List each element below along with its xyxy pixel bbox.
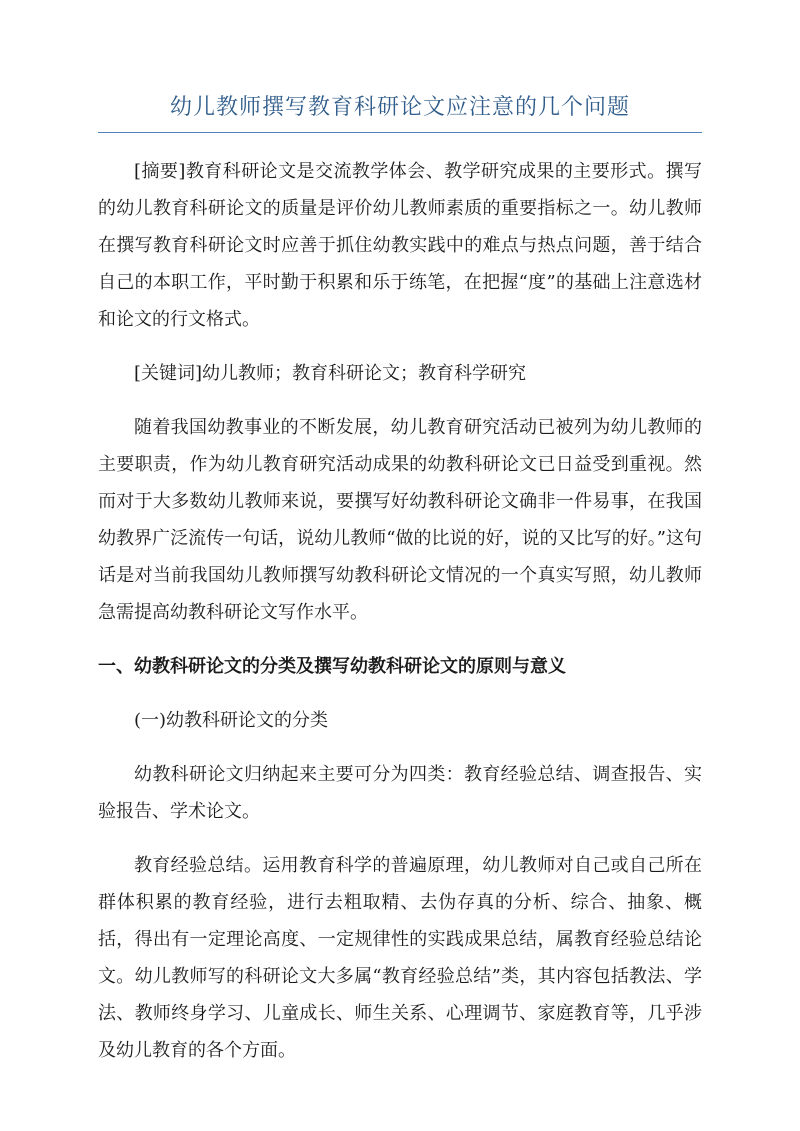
abstract-paragraph: [摘要]教育科研论文是交流教学体会、教学研究成果的主要形式。撰写的幼儿教育科研论文的质量是评价幼儿教师素质的重要指标之一。幼儿教师在撰写教育科研论文时应善于抓住幼教实践中的难点与热点问题，善于结合自己的本职工作，平时勤于积累和乐于练笔，在把握“度”的基础上注意选材和论文的行文格式。 <box>98 161 702 330</box>
document-title: 幼儿教师撰写教育科研论文应注意的几个问题 <box>169 95 630 120</box>
section-heading: 一、幼教科研论文的分类及撰写幼教科研论文的原则与意义 <box>98 656 566 677</box>
keywords-paragraph: [关键词]幼儿教师；教育科研论文；教育科学研究 <box>134 363 527 384</box>
categories-paragraph: 幼教科研论文归纳起来主要可分为四类：教育经验总结、调查报告、实验报告、学术论文。 <box>98 764 702 822</box>
subsection-heading: (一)幼教科研论文的分类 <box>134 710 329 731</box>
intro-paragraph: 随着我国幼教事业的不断发展，幼儿教育研究活动已被列为幼儿教师的主要职责，作为幼儿教育研究活动成果的幼教科研论文已日益受到重视。然而对于大多数幼儿教师来说，要撰写好幼教科研论文确非一件易事，在我国幼教界广泛流传一句话，说幼儿教师“做的比说的好，说的又比写的好。”这句话是对当前我国幼儿教师撰写幼教科研论文情况的一个真实写照，幼儿教师急需提高幼教科研论文写作水平。 <box>98 417 702 623</box>
experience-paragraph: 教育经验总结。运用教育科学的普遍原理，幼儿教师对自己或自己所在群体积累的教育经验，进行去粗取精、去伪存真的分析、综合、抽象、概括，得出有一定理论高度、一定规律性的实践成果总结，属教育经验总结论文。幼儿教师写的科研论文大多属“教育经验总结”类，其内容包括教法、学法、教师终身学习、儿童成长、师生关系、心理调节、家庭教育等，几乎涉及幼儿教育的各个方面。 <box>98 855 702 1061</box>
document-page <box>98 88 702 1069</box>
title-underline <box>98 132 702 133</box>
